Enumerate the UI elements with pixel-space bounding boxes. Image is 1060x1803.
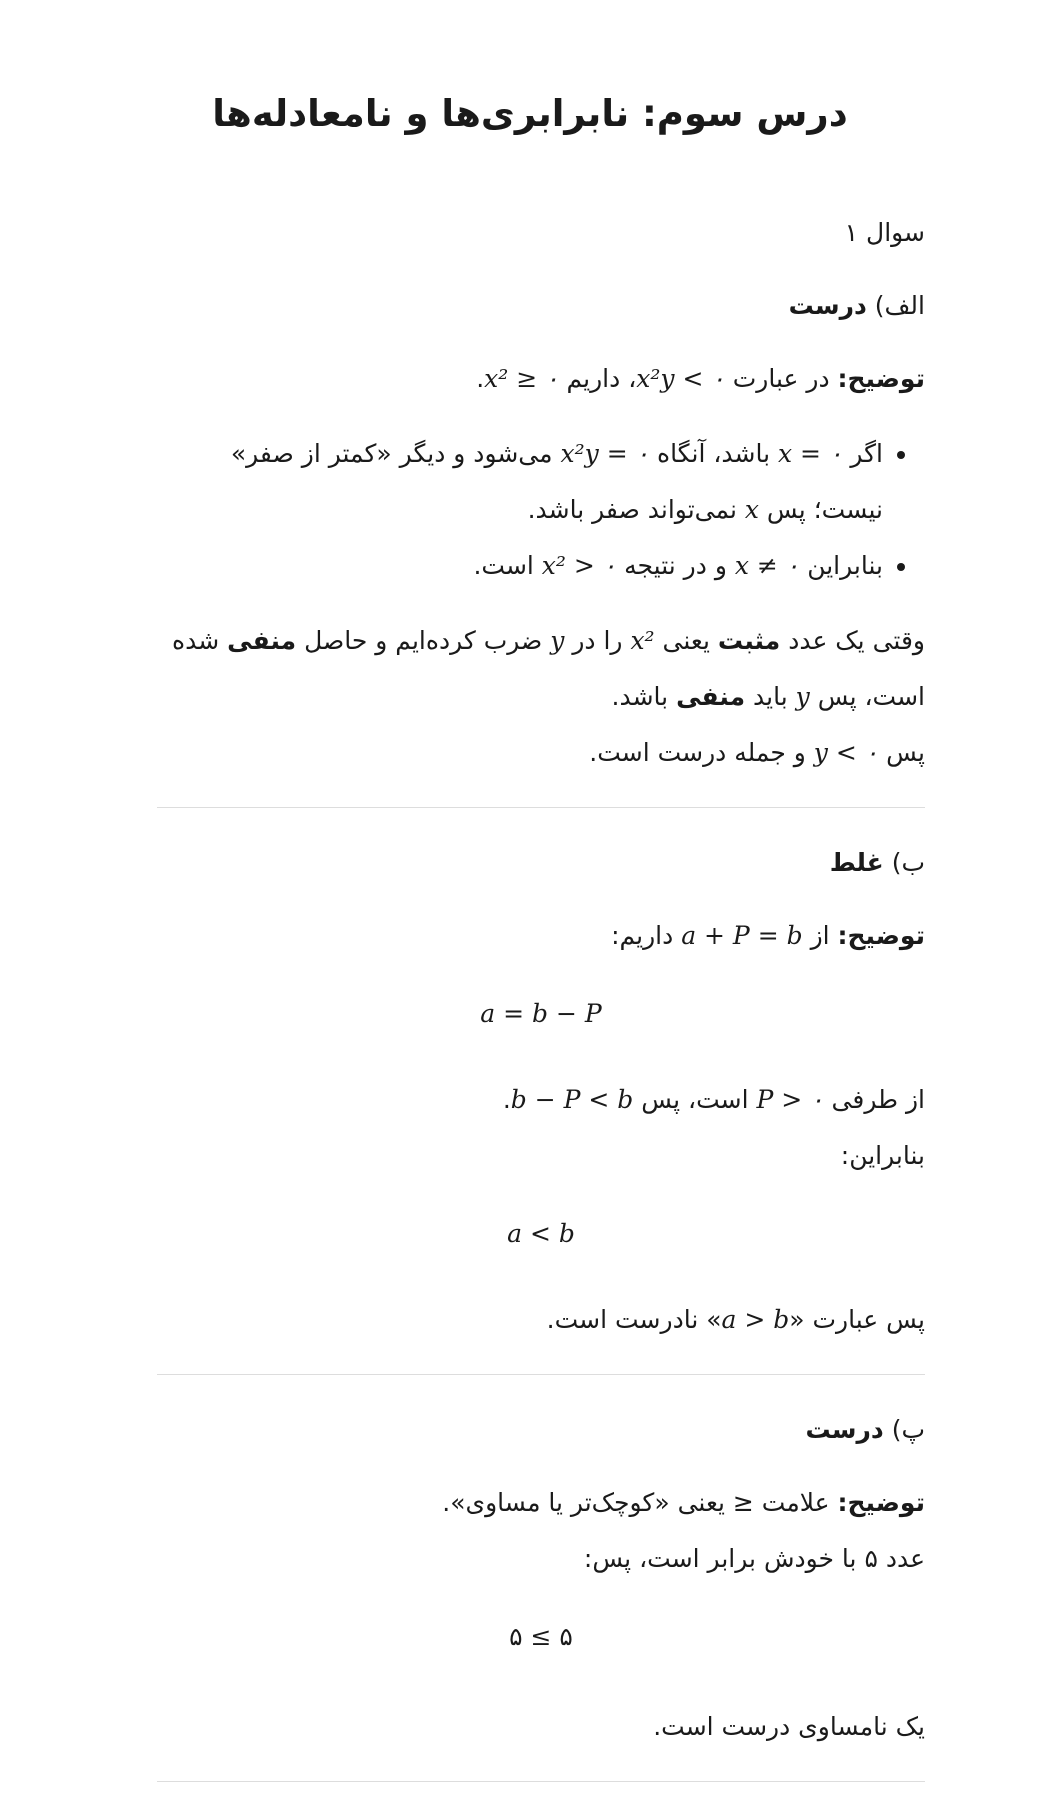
text: » نادرست است. [546,1305,722,1334]
section-divider [157,807,925,808]
display-equation: ۵ ≤ ۵ [509,1622,573,1651]
part-c-line: عدد ۵ با خودش برابر است، پس: [583,1544,925,1573]
answer-content [157,205,925,1782]
text: و جمله درست است. [589,738,806,767]
part-c-heading [157,1402,925,1458]
text: اگر [850,439,883,468]
part-b-therefore: بنابراین: [840,1141,925,1170]
list-item [157,538,883,594]
section-divider [157,1781,925,1782]
part-a-verdict: درست [788,291,867,320]
math-expression: a > b [721,1305,790,1334]
part-b-line [157,1072,925,1128]
text: از طرفی [831,1085,925,1114]
part-a-heading [157,278,925,334]
math-expression: x ≠ ۰ [734,551,800,580]
text: پس عبارت « [789,1305,925,1334]
emphasis: منفی [227,626,297,655]
math-expression: y [550,626,565,655]
text: علامت ≤ یعنی «کوچک‌تر یا مساوی». [442,1488,830,1517]
text: ، داریم [566,364,637,393]
math-expression: P > ۰ [756,1085,824,1114]
math-expression: y [795,682,810,711]
part-a-paragraph [157,613,925,725]
question-label: سوال ۱ [844,218,925,247]
part-a-conclusion [157,725,925,781]
part-a-bullet-list [157,426,925,594]
text: وقتی یک عدد [788,626,925,655]
math-expression: x = ۰ [778,439,843,468]
list-item [157,426,883,538]
text: و در نتیجه [624,551,727,580]
section-divider [157,1374,925,1375]
text: شده است، پس [172,626,925,711]
text: ضرب کرده‌ایم و حاصل [304,626,543,655]
text: بنابراین [807,551,883,580]
emphasis: منفی [676,682,746,711]
part-a-label: الف) [874,291,925,320]
part-b-label: ب) [891,848,925,877]
part-b-verdict: غلط [829,848,884,877]
part-b-section [157,835,925,1348]
part-c-conclusion: یک نامساوی درست است. [653,1712,925,1741]
math-expression: x² ≥ ۰ [484,364,559,393]
text: در عبارت [732,364,830,393]
text: از [810,921,830,950]
part-c-verdict: درست [805,1415,884,1444]
math-expression: a + P = b [681,921,803,950]
text: . [502,1085,511,1114]
text: است، پس [641,1085,749,1114]
text: را در [572,626,623,655]
text: داریم: [611,921,674,950]
part-b-conclusion [157,1292,925,1348]
part-b-heading [157,835,925,891]
text: باشد. [611,682,669,711]
math-expression: b − P < b [510,1085,634,1114]
math-expression: x² [630,626,655,655]
math-expression: y < ۰ [813,738,879,767]
display-equation: a = b − P [480,999,602,1028]
display-equation: a < b [507,1219,575,1248]
part-a-explanation [157,351,925,407]
math-expression: x²y < ۰ [636,364,725,393]
text: باشد، آنگاه [656,439,771,468]
part-c-section [157,1402,925,1755]
emphasis: مثبت [717,626,781,655]
text: . [476,364,485,393]
part-a-section [157,278,925,781]
math-expression: x²y = ۰ [560,439,650,468]
part-c-explanation [157,1475,925,1531]
explanation-label: توضیح: [837,1488,925,1517]
text: است. [473,551,534,580]
math-expression: x² > ۰ [541,551,617,580]
page-title: درس سوم: نابرابری‌ها و نامعادله‌ها [212,92,848,135]
text: پس [886,738,925,767]
explanation-label: توضیح: [837,364,925,393]
text: باید [753,682,788,711]
math-expression: x [744,495,759,524]
part-c-label: پ) [891,1415,925,1444]
explanation-label: توضیح: [837,921,925,950]
text: نمی‌تواند صفر باشد. [527,495,737,524]
text: می‌شود و دیگر «کمتر از صفر» نیست؛ پس [230,439,883,524]
part-b-explanation [157,908,925,964]
text: یعنی [662,626,710,655]
